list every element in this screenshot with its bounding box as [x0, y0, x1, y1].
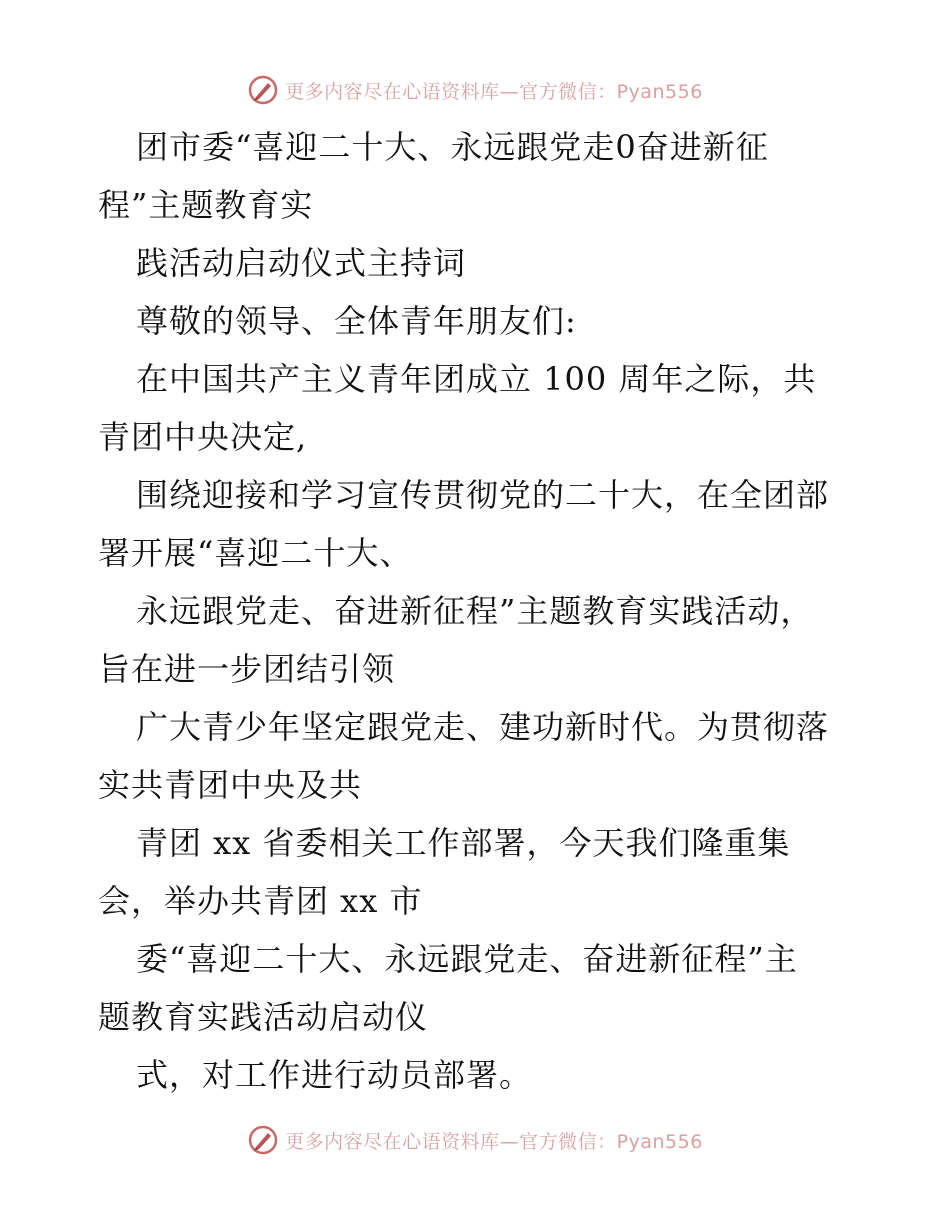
- text-line: 委“喜迎二十大、永远跟党走、奋进新征程”主: [136, 940, 798, 978]
- text-line: 践活动启动仪式主持词: [136, 244, 467, 282]
- text-line: 永远跟党走、奋进新征程”主题教育实践活动，: [136, 592, 814, 630]
- header-banner: [0, 70, 950, 110]
- banner-text: 更多内容尽在心语资料库—官方微信：Pyan556: [285, 80, 703, 103]
- text-line: 实共青团中央及共: [98, 766, 363, 804]
- text-line: 广大青少年坚定跟党走、建功新时代。为贯彻落: [136, 708, 830, 746]
- text-line: 团市委“喜迎二十大、永远跟党走0奋进新征: [136, 128, 769, 166]
- document-body: [98, 118, 858, 1104]
- text-line: 式，对工作进行动员部署。: [136, 1056, 533, 1094]
- pen-logo-icon: [247, 74, 279, 106]
- text-line: 会，举办共青团 xx 市: [98, 882, 423, 920]
- text-line: 尊敬的领导、全体青年朋友们:: [136, 302, 577, 340]
- text-line: 署开展“喜迎二十大、: [98, 534, 413, 572]
- pen-logo-icon: [247, 1124, 279, 1156]
- banner-text: 更多内容尽在心语资料库—官方微信：Pyan556: [285, 1130, 703, 1153]
- footer-banner: [0, 1120, 950, 1160]
- text-line: 在中国共产主义青年团成立 100 周年之际，共: [136, 360, 817, 398]
- text-line: 青团 xx 省委相关工作部署，今天我们隆重集: [136, 824, 791, 862]
- text-line: 青团中央决定,: [98, 418, 308, 456]
- text-line: 程”主题教育实: [98, 186, 314, 224]
- text-line: 旨在进一步团结引领: [98, 650, 396, 688]
- text-line: 题教育实践活动启动仪: [98, 998, 429, 1036]
- text-line: 围绕迎接和学习宣传贯彻党的二十大，在全团部: [136, 476, 830, 514]
